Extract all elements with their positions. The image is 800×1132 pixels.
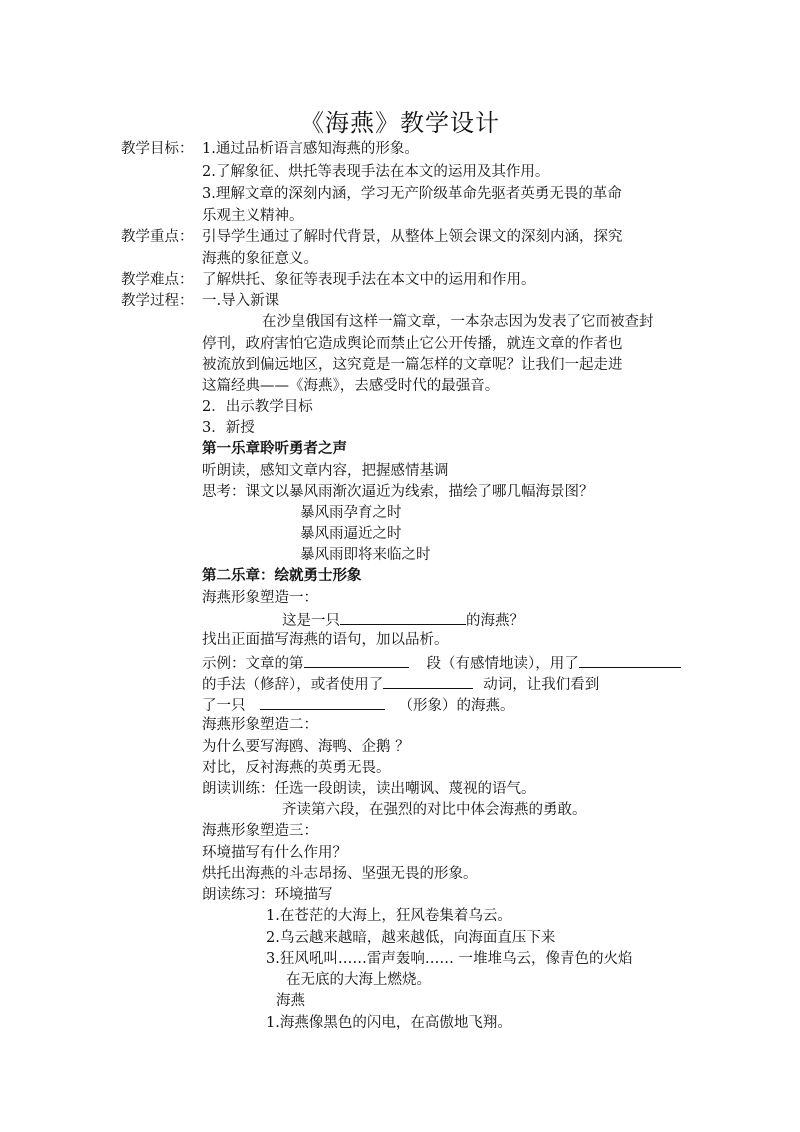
example-text-c: 的手法（修辞），或者使用了 — [202, 677, 384, 693]
shape-2-heading: 海燕形象塑造二： — [202, 717, 318, 733]
difficulties-text: 了解烘托、象征等表现手法在本文中的运用和作用。 — [202, 272, 536, 288]
label-objectives: 教学目标： — [121, 141, 194, 157]
fill-blank — [340, 609, 466, 625]
petrel-heading: 海燕 — [276, 993, 305, 1009]
movement-2-title: 第二乐章：绘就勇士形象 — [202, 567, 362, 584]
example-text-e: 了一只 — [202, 698, 246, 714]
label-difficulties: 教学难点： — [121, 272, 194, 288]
shape-1-question — [282, 609, 524, 631]
fill-blank — [304, 652, 409, 668]
objective-3-line1: 3.理解文章的深刻内涵，学习无产阶级革命先驱者英勇无畏的革命 — [202, 186, 622, 202]
fill-blank — [579, 652, 681, 668]
movement-1-line2: 思考：课文以暴风雨渐次逼近为线索，描绘了哪几幅海景图？ — [202, 484, 594, 500]
petrel-1: 1.海燕像黑色的闪电，在高傲地飞翔。 — [266, 1015, 512, 1031]
label-key-points: 教学重点： — [121, 229, 194, 245]
environment-2: 2.乌云越来越暗，越来越低，向海面直压下来 — [266, 930, 556, 946]
intro-paragraph-line1: 在沙皇俄国有这样一篇文章，一本杂志因为发表了它而被查封 — [262, 314, 654, 330]
shape-2-answer: 对比，反衬海燕的英勇无畏。 — [202, 760, 391, 776]
shape-2-question: 为什么要写海鸥、海鸭、企鹅 ？ — [202, 739, 410, 755]
reading-practice: 朗读练习：环境描写 — [202, 887, 333, 903]
key-points-line2: 海燕的象征意义。 — [202, 251, 318, 267]
intro-paragraph-line2: 停刊，政府害怕它造成舆论而禁止它公开传播，就连文章的作者也 — [202, 336, 623, 352]
intro-paragraph-line4: 这篇经典——《海燕》，去感受时代的最强音。 — [202, 378, 500, 394]
objective-1: 1.通过品析语言感知海燕的形象。 — [202, 141, 419, 157]
step-2: 2．出示教学目标 — [202, 399, 313, 415]
shape-1-task: 找出正面描写海燕的语句，加以品析。 — [202, 632, 449, 648]
shape-1-question-b: 的海燕？ — [466, 613, 524, 629]
fill-blank — [383, 673, 473, 689]
label-process: 教学过程： — [121, 293, 194, 309]
example-text-b: 段（有感情地读），用了 — [426, 656, 579, 672]
example-text-d: 动词，让我们看到 — [483, 677, 600, 693]
objective-3-line2: 乐观主义精神。 — [202, 208, 304, 224]
reading-training: 朗读训练：任选一段朗读，读出嘲讽、蔑视的语气。 — [202, 781, 536, 797]
objective-2: 2.了解象征、烘托等表现手法在本文的运用及其作用。 — [202, 164, 550, 180]
example-line3 — [202, 694, 515, 716]
environment-3-line2: 在无底的大海上燃烧。 — [286, 972, 431, 988]
scene-1: 暴风雨孕育之时 — [300, 505, 402, 521]
scene-2: 暴风雨逼近之时 — [300, 526, 402, 542]
shape-1-question-a: 这是一只 — [282, 613, 340, 629]
intro-paragraph-line3: 被流放到偏远地区，这究竟是一篇怎样的文章呢？让我们一起走进 — [202, 357, 623, 373]
document-title: 《海燕》教学设计 — [300, 109, 500, 137]
reading-group: 齐读第六段，在强烈的对比中体会海燕的勇敢。 — [282, 802, 587, 818]
key-points-line1: 引导学生通过了解时代背景，从整体上领会课文的深刻内涵，探究 — [202, 229, 623, 245]
shape-1-heading: 海燕形象塑造一： — [202, 590, 318, 606]
movement-1-title: 第一乐章聆听勇者之声 — [202, 440, 347, 457]
environment-3-line1: 3.狂风吼叫……雷声轰响…… 一堆堆乌云，像青色的火焰 — [266, 951, 633, 967]
scene-3: 暴风雨即将来临之时 — [300, 547, 431, 563]
step-3: 3．新授 — [202, 420, 255, 436]
example-line2 — [202, 673, 599, 695]
shape-3-heading: 海燕形象塑造三： — [202, 823, 318, 839]
fill-blank — [260, 694, 385, 710]
example-line1 — [202, 652, 681, 674]
example-text-a: 示例：文章的第 — [202, 656, 304, 672]
environment-1: 1.在苍茫的大海上，狂风卷集着乌云。 — [266, 908, 512, 924]
intro-heading: 一.导入新课 — [202, 293, 280, 309]
example-text-f: （形象）的海燕。 — [398, 698, 515, 714]
movement-1-line1: 听朗读，感知文章内容，把握感情基调 — [202, 463, 449, 479]
shape-3-answer: 烘托出海燕的斗志昂扬、坚强无畏的形象。 — [202, 866, 478, 882]
shape-3-question: 环境描写有什么作用？ — [202, 845, 347, 861]
